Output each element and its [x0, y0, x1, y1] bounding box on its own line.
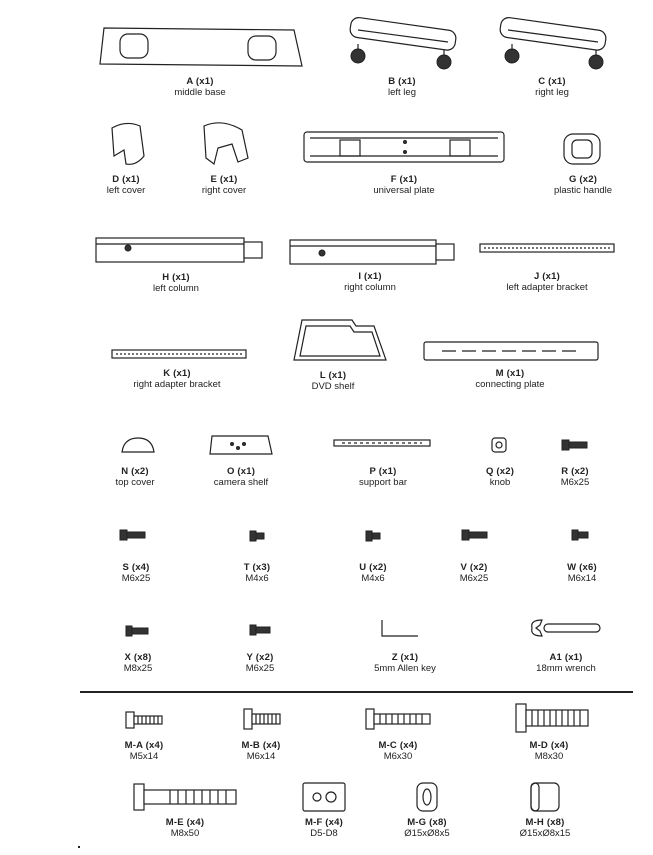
part-p-label [338, 466, 428, 488]
part-code: C (x1) [538, 76, 566, 87]
section-divider [80, 691, 633, 693]
part-code: S (x4) [122, 562, 150, 573]
left-column-illustration [94, 234, 266, 266]
part-name: left column [153, 283, 199, 294]
part-code: L (x1) [319, 370, 347, 381]
part-code: M-B (x4) [241, 740, 281, 751]
connecting-plate-illustration [422, 338, 602, 366]
part-name: support bar [358, 477, 408, 488]
plate-mf-illustration [300, 780, 348, 814]
part-name: right adapter bracket [133, 379, 221, 390]
spacer-mh-illustration [528, 780, 562, 814]
part-name: M6x25 [560, 477, 590, 488]
part-code: M-H (x8) [525, 817, 565, 828]
wrench-illustration [528, 616, 604, 640]
part-code: E (x1) [210, 174, 238, 185]
part-code: M-C (x4) [378, 740, 418, 751]
part-code: Z (x1) [391, 652, 419, 663]
part-code: X (x8) [124, 652, 152, 663]
part-name: M4x6 [245, 573, 269, 584]
allen-key-illustration [376, 618, 422, 640]
part-name: right leg [535, 87, 569, 98]
part-d-label [76, 174, 176, 196]
top-cover-illustration [118, 434, 158, 458]
part-mb-label [221, 740, 301, 762]
left-adapter-bracket-illustration [478, 238, 618, 258]
part-name: M6x25 [459, 573, 489, 584]
part-code: H (x1) [162, 272, 190, 283]
part-code: W (x6) [567, 562, 597, 573]
part-code: P (x1) [369, 466, 397, 477]
part-name: plastic handle [553, 185, 613, 196]
part-name: M8x50 [170, 828, 200, 839]
part-md-label [509, 740, 589, 762]
part-z-label [350, 652, 460, 674]
part-code: Y (x2) [246, 652, 274, 663]
part-ma-label [104, 740, 184, 762]
part-code: G (x2) [568, 174, 598, 185]
part-code: T (x3) [243, 562, 271, 573]
screw-y-illustration [248, 624, 274, 636]
part-code: M-D (x4) [529, 740, 569, 751]
part-name: M6x14 [246, 751, 276, 762]
part-o-label [196, 466, 286, 488]
part-name: camera shelf [213, 477, 269, 488]
right-cover-illustration [198, 118, 254, 168]
screw-u-illustration [364, 530, 384, 542]
right-column-illustration [288, 236, 458, 268]
screw-v-illustration [460, 528, 490, 542]
part-code: O (x1) [226, 466, 256, 477]
part-r-label [535, 466, 615, 488]
part-name: 18mm wrench [536, 663, 596, 674]
part-name: M5x14 [129, 751, 159, 762]
part-name: 5mm Allen key [374, 663, 436, 674]
part-mf-label [284, 817, 364, 839]
part-name: M6x30 [383, 751, 413, 762]
camera-shelf-illustration [208, 432, 274, 460]
part-me-label [145, 817, 225, 839]
part-e-label [174, 174, 274, 196]
part-code: I (x1) [358, 271, 382, 282]
bolt-mc-illustration [362, 706, 434, 732]
part-code: M-G (x8) [407, 817, 447, 828]
part-name: connecting plate [475, 379, 545, 390]
part-n-label [90, 466, 180, 488]
plastic-handle-illustration [560, 130, 604, 168]
part-name: M6x25 [121, 573, 151, 584]
part-m-label [455, 368, 565, 390]
bolt-ma-illustration [122, 708, 166, 732]
part-v-label [434, 562, 514, 584]
part-code: D (x1) [112, 174, 140, 185]
part-name: knob [489, 477, 511, 488]
part-a1-label [516, 652, 616, 674]
part-k-label [112, 368, 242, 390]
part-code: F (x1) [390, 174, 418, 185]
part-code: N (x2) [121, 466, 149, 477]
screw-s-illustration [118, 528, 148, 542]
part-name: universal plate [373, 185, 435, 196]
part-name: Ø15xØ8x5 [404, 828, 450, 839]
part-mh-label [497, 817, 593, 839]
part-f-label [354, 174, 454, 196]
part-name: M6x25 [245, 663, 275, 674]
part-name: DVD shelf [311, 381, 355, 392]
screw-w-illustration [570, 529, 592, 541]
screw-t-illustration [248, 530, 268, 542]
screw-r-illustration [560, 438, 590, 452]
part-code: A1 (x1) [549, 652, 583, 663]
part-t-label [217, 562, 297, 584]
part-code: B (x1) [388, 76, 416, 87]
spacer-mg-illustration [414, 780, 440, 814]
support-bar-illustration [332, 436, 432, 450]
part-name: left cover [106, 185, 146, 196]
part-name: Ø15xØ8x15 [519, 828, 571, 839]
part-code: A (x1) [186, 76, 214, 87]
part-a-label [150, 76, 250, 98]
right-adapter-bracket-illustration [110, 344, 250, 364]
part-w-label [542, 562, 622, 584]
part-code: Q (x2) [485, 466, 515, 477]
part-mc-label [358, 740, 438, 762]
part-code: U (x2) [359, 562, 387, 573]
part-name: D5-D8 [310, 828, 338, 839]
bolt-md-illustration [512, 702, 592, 734]
part-mg-label [382, 817, 472, 839]
knob-illustration [488, 434, 510, 456]
part-l-label [283, 370, 383, 392]
right-leg-illustration [494, 16, 614, 72]
screw-x-illustration [124, 624, 152, 638]
part-name: left leg [388, 87, 416, 98]
bolt-me-illustration [130, 782, 240, 812]
part-name: M8x30 [534, 751, 564, 762]
middle-base-illustration [98, 22, 308, 72]
part-code: M-E (x4) [165, 817, 205, 828]
part-s-label [96, 562, 176, 584]
part-x-label [98, 652, 178, 674]
dvd-shelf-illustration [282, 314, 392, 370]
part-b-label [352, 76, 452, 98]
part-name: right column [344, 282, 396, 293]
part-code: M-F (x4) [304, 817, 343, 828]
bolt-mb-illustration [240, 706, 284, 732]
part-name: M8x25 [123, 663, 153, 674]
part-code: R (x2) [561, 466, 589, 477]
left-cover-illustration [106, 120, 148, 168]
part-name: M6x14 [567, 573, 597, 584]
universal-plate-illustration [300, 128, 510, 168]
part-q-label [460, 466, 540, 488]
page-mark [78, 846, 80, 848]
part-h-label [126, 272, 226, 294]
part-code: K (x1) [163, 368, 191, 379]
part-code: M-A (x4) [124, 740, 164, 751]
part-c-label [502, 76, 602, 98]
part-code: M (x1) [495, 368, 525, 379]
part-name: top cover [115, 477, 155, 488]
part-name: right cover [201, 185, 247, 196]
part-code: V (x2) [460, 562, 488, 573]
part-i-label [320, 271, 420, 293]
part-code: J (x1) [533, 271, 561, 282]
part-y-label [220, 652, 300, 674]
part-name: middle base [174, 87, 226, 98]
part-g-label [533, 174, 633, 196]
part-u-label [333, 562, 413, 584]
part-j-label [485, 271, 609, 293]
left-leg-illustration [344, 16, 464, 72]
part-name: M4x6 [361, 573, 385, 584]
part-name: left adapter bracket [506, 282, 588, 293]
